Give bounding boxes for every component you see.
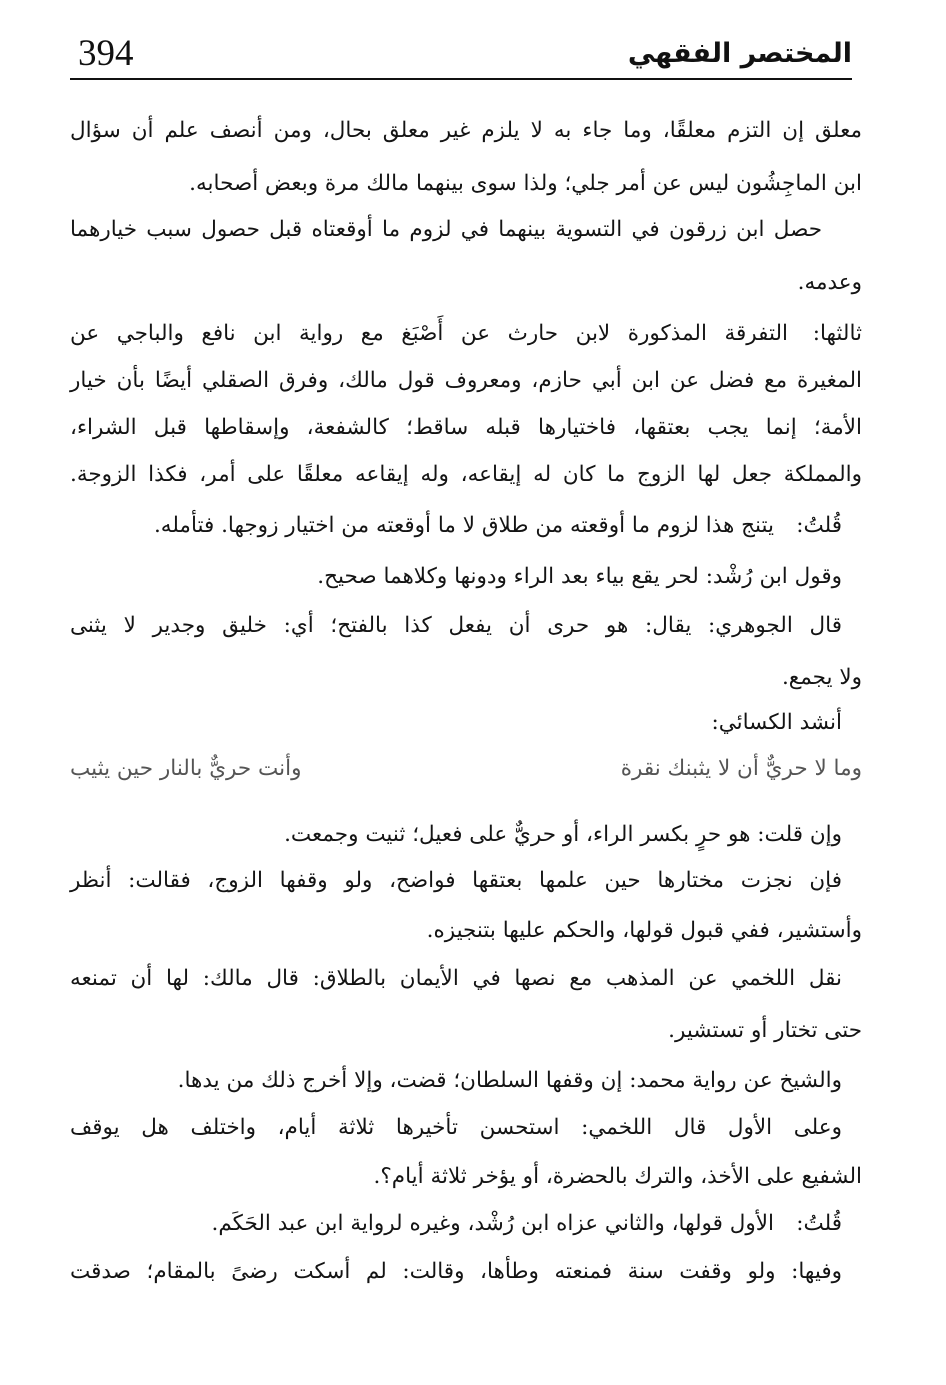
qultu-label-1: قُلتُ:: [796, 513, 842, 538]
text-line-20: وعلى الأول قال اللخمي: استحسن تأخيرها ثلاثة أيام، واختلف هل يوقف: [70, 1115, 842, 1140]
text-line-2: ابن الماجِشُون ليس عن أمر جلي؛ ولذا سوى بينهما مالك مرة وبعض أصحابه.: [189, 171, 862, 196]
qultu-label-2: قُلتُ:: [796, 1211, 842, 1236]
text-line-17: نقل اللخمي عن المذهب مع نصها في الأيمان بالطلاق: قال مالك: لها أن تمنعه: [70, 966, 842, 991]
text-line-5-label: [813, 314, 862, 354]
text-line-21: الشفيع على الأخذ، والترك بالحضرة، أو يؤخر ثلاثة أيام؟.: [373, 1164, 862, 1189]
header-rule: [70, 78, 852, 80]
text-line-3: حصل ابن زرقون في التسوية بينهما في لزوم ما أوقعتاه قبل حصول سبب خيارهما: [70, 217, 822, 242]
text-line-4: وعدمه.: [797, 270, 862, 295]
text-line-19: والشيخ عن رواية محمد: إن وقفها السلطان؛ قضت، وإلا أخرج ذلك من يدها.: [177, 1068, 842, 1093]
text-line-11: قال الجوهري: يقال: هو حرى أن يفعل كذا بالفتح؛ أي: خليق وجدير لا يثنى: [70, 613, 842, 638]
text-line-8: والمملكة جعل لها الزوج ما كان له إيقاعه، وله إيقاعه معلقًا على أمر، فكذا الزوجة.: [70, 462, 862, 487]
text-line-7: الأمة؛ إنما يجب بعتقها، فاختيارها قبله ساقط؛ كالشفعة، وإسقاطها قبل الشراء،: [70, 415, 862, 440]
text-line-9: يتنج هذا لزوم ما أوقعته من طلاق لا ما أوقعته من اختيار زوجها. فتأمله.: [153, 513, 774, 538]
text-line-22-label: [796, 1204, 842, 1244]
running-title: المختصر الفقهي: [627, 38, 852, 69]
text-line-10: وقول ابن رُشْد: لحر يقع بياء بعد الراء ودونها وكلاهما صحيح.: [317, 564, 842, 589]
verse-first-hemistich: وما لا حريٌّ أن لا يثبنك نقرة: [620, 756, 862, 781]
text-line-13: أنشد الكسائي:: [711, 710, 842, 735]
text-line-12: ولا يجمع.: [781, 665, 862, 690]
verse-second-hemistich: وأنت حريٌّ بالنار حين يثيب: [70, 756, 302, 781]
text-line-9-label: [796, 506, 842, 546]
page-number: 394: [78, 33, 134, 74]
text-line-23: وفيها: ولو وقفت سنة فمنعته وطأها، وقالت: لم أسكت رضىً بالمقام؛ صدقت: [70, 1259, 842, 1284]
text-line-15: فإن نجزت مختارها حين علمها بعتقها فواضح، ولو وقفها الزوج، فقالت: أنظر: [70, 868, 842, 893]
text-line-5: التفرقة المذكورة لابن حارث عن أَصْبَغ مع رواية ابن نافع والباجي عن: [70, 321, 788, 346]
text-line-1: معلق إن التزم معلقًا، وما جاء به لا يلزم غير معلق بحال، ومن أنصف علم أن سؤال: [70, 118, 862, 143]
text-line-18: حتى تختار أو تستشير.: [668, 1018, 862, 1043]
text-line-16: وأستشير، ففي قبول قولها، والحكم عليها بتنجيزه.: [426, 918, 862, 943]
page-header: [70, 30, 852, 90]
poem-verse: [70, 749, 862, 789]
text-line-14: وإن قلت: هو حرٍ بكسر الراء، أو حريٌّ على فعيل؛ ثنيت وجمعت.: [284, 822, 842, 847]
text-line-22: الأول قولها، والثاني عزاه ابن رُشْد، وغيره لرواية ابن عبد الحَكَم.: [211, 1211, 774, 1236]
text-line-6: المغيرة مع فضل عن ابن أبي حازم، ومعروف قول مالك، وفرق الصقلي أيضًا بأن خيار: [70, 368, 862, 393]
thalithuha-label: ثالثها:: [812, 321, 862, 346]
